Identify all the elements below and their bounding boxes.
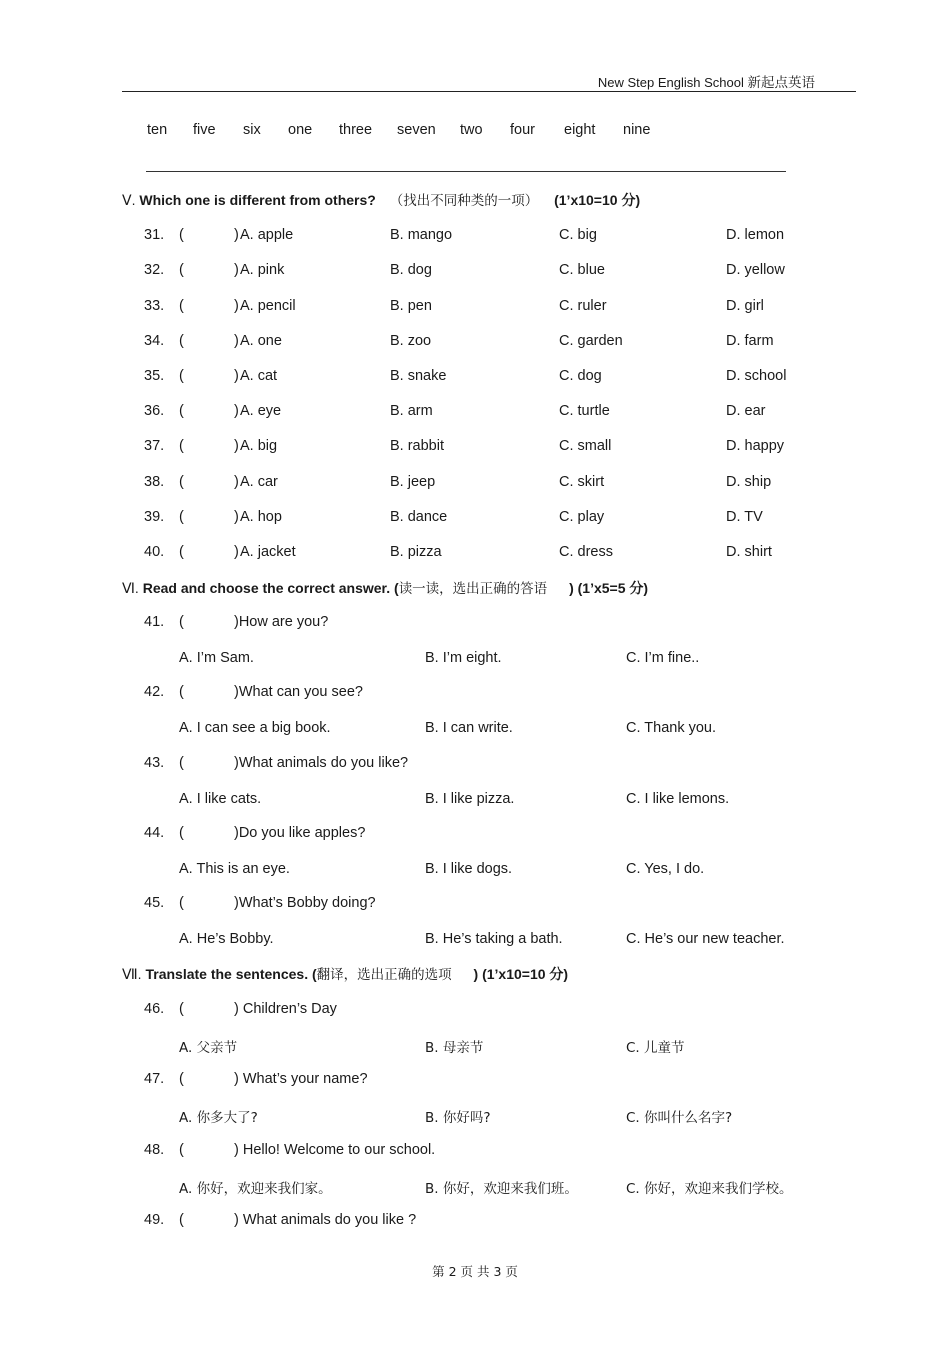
answer-paren: ( [179,614,184,630]
answer-paren: ( [179,755,184,771]
word-bank-item: two [460,122,483,138]
word-bank-item: nine [623,122,651,138]
option-d: D. happy [726,438,785,454]
answer-line [146,171,786,172]
question-number: 45. [144,895,165,911]
question-number: 42. [144,684,165,700]
options-row [0,720,950,740]
question-row [0,368,950,388]
answer-paren: ( [179,1071,184,1087]
answer-paren: ( [179,1142,184,1158]
option-a: A. big [240,438,278,454]
option-c: C. ruler [559,298,607,314]
question-number: 41. [144,614,165,630]
option-b: B. I like pizza. [425,791,515,807]
option-b: B. snake [390,368,447,384]
section-7-title [122,963,568,984]
answer-paren: ( [179,262,184,278]
question-stem: ) What animals do you like ? [234,1212,417,1228]
option-a: A. cat [240,368,278,384]
word-bank-item: six [243,122,261,138]
question-row [0,1071,950,1091]
answer-paren-close: ) [234,438,239,454]
options-row [0,650,950,670]
question-row [0,262,950,282]
option-b: B. I like dogs. [425,861,513,877]
question-row [0,755,950,775]
school-name-cn: 新起点英语 [747,75,815,91]
question-row [0,403,950,423]
option-c: C. 你好，欢迎来我们学校。 [626,1181,793,1197]
question-row [0,227,950,247]
question-stem: )What’s Bobby doing? [234,895,376,911]
option-a: A. I can see a big book. [179,720,331,736]
question-number: 32. [144,262,165,278]
option-b: B. pen [390,298,432,314]
option-c: C. play [559,509,605,525]
option-c: C. blue [559,262,605,278]
answer-paren-close: ) [234,262,239,278]
question-stem: ) Hello! Welcome to our school. [234,1142,436,1158]
question-row [0,544,950,564]
question-row [0,509,950,529]
question-row [0,684,950,704]
answer-paren-close: ) [234,544,239,560]
question-number: 34. [144,333,165,349]
word-bank-item: seven [397,122,436,138]
option-c: C. Thank you. [626,720,717,736]
answer-paren-close: ) [234,333,239,349]
question-number: 47. [144,1071,165,1087]
option-a: A. eye [240,403,282,419]
option-d: D. lemon [726,227,785,243]
section-title-cn: 读一读，选出正确的答语 [398,581,548,597]
answer-paren: ( [179,1001,184,1017]
section-title-en: Translate the sentences. ( [145,966,317,982]
option-a: A. hop [240,509,282,525]
option-b: B. dog [390,262,432,278]
question-row [0,298,950,318]
question-stem: ) What’s your name? [234,1071,368,1087]
option-b: B. 母亲节 [425,1040,484,1056]
question-number: 39. [144,509,165,525]
option-d: D. shirt [726,544,772,560]
options-row [0,1036,950,1056]
option-d: D. girl [726,298,764,314]
option-a: A. 你多大了? [179,1110,258,1126]
answer-paren: ( [179,544,184,560]
option-a: A. one [240,333,282,349]
options-row [0,791,950,811]
option-b: B. arm [390,403,433,419]
answer-paren: ( [179,368,184,384]
option-a: A. pink [240,262,285,278]
option-a: A. car [240,474,278,490]
question-row [0,474,950,494]
question-stem: )How are you? [234,614,329,630]
option-c: C. 你叫什么名字? [626,1110,733,1126]
question-number: 43. [144,755,165,771]
answer-paren: ( [179,684,184,700]
word-bank-item: three [339,122,373,138]
question-number: 33. [144,298,165,314]
answer-paren-close: ) [234,227,239,243]
options-row [0,1106,950,1126]
answer-paren: ( [179,825,184,841]
option-b: B. I can write. [425,720,513,736]
answer-paren-close: ) [234,403,239,419]
options-row [0,861,950,881]
answer-paren: ( [179,403,184,419]
question-row [0,1001,950,1021]
answer-paren-close: ) [234,298,239,314]
word-bank [0,122,950,142]
option-a: A. pencil [240,298,296,314]
option-b: B. pizza [390,544,442,560]
section-numeral: Ⅵ. [122,580,139,596]
question-number: 35. [144,368,165,384]
question-stem: )What animals do you like? [234,755,409,771]
question-number: 36. [144,403,165,419]
question-stem: )Do you like apples? [234,825,366,841]
section-numeral: Ⅴ. [122,192,136,208]
page-footer: 第 2 页 共 3 页 [432,1264,518,1279]
answer-paren-close: ) [234,368,239,384]
question-row [0,438,950,458]
section-6-title [122,577,648,598]
option-b: B. I’m eight. [425,650,502,666]
option-b: B. jeep [390,474,436,490]
answer-paren: ( [179,298,184,314]
question-row [0,1142,950,1162]
option-c: C. I like lemons. [626,791,730,807]
option-c: C. dog [559,368,602,384]
option-b: B. 你好，欢迎来我们班。 [425,1181,578,1197]
word-bank-item: four [510,122,535,138]
question-row [0,1212,950,1232]
option-a: A. jacket [240,544,296,560]
word-bank-item: five [193,122,216,138]
answer-paren: ( [179,333,184,349]
option-d: D. ear [726,403,766,419]
section-title-en: Which one is different from others? [139,192,376,208]
question-row [0,825,950,845]
section-title-en: Read and choose the correct answer. ( [142,580,399,596]
answer-paren: ( [179,1212,184,1228]
options-row [0,1177,950,1197]
answer-paren: ( [179,474,184,490]
option-c: C. 儿童节 [626,1040,685,1056]
question-number: 40. [144,544,165,560]
section-score: (1’x10=10 分) [554,192,641,208]
section-score: ) (1’x10=10 分) [473,966,569,982]
option-b: B. dance [390,509,448,525]
option-c: C. Yes, I do. [626,861,705,877]
option-a: A. 你好，欢迎来我们家。 [179,1181,332,1197]
option-b: B. rabbit [390,438,444,454]
option-a: A. I’m Sam. [179,650,254,666]
question-row [0,614,950,634]
options-row [0,931,950,951]
option-c: C. He’s our new teacher. [626,931,785,947]
question-row [0,333,950,353]
option-c: C. garden [559,333,623,349]
section-numeral: Ⅶ. [122,966,142,982]
option-a: A. 父亲节 [179,1040,238,1056]
question-number: 48. [144,1142,165,1158]
option-b: B. mango [390,227,453,243]
option-d: D. TV [726,509,763,525]
option-c: C. turtle [559,403,610,419]
option-d: D. yellow [726,262,785,278]
school-name: New Step English School [597,75,744,90]
question-number: 31. [144,227,165,243]
header-divider [122,91,856,92]
answer-paren-close: ) [234,509,239,525]
option-a: A. I like cats. [179,791,262,807]
option-c: C. small [559,438,612,454]
question-row [0,895,950,915]
option-c: C. skirt [559,474,605,490]
question-number: 38. [144,474,165,490]
section-5-title [122,189,640,210]
page-header [598,71,815,91]
answer-paren: ( [179,895,184,911]
option-a: A. apple [240,227,294,243]
question-stem: )What can you see? [234,684,363,700]
option-d: D. school [726,368,787,384]
word-bank-item: eight [564,122,596,138]
section-title-cn: （找出不同种类的一项） [389,193,539,209]
word-bank-item: ten [147,122,168,138]
option-b: B. He’s taking a bath. [425,931,563,947]
option-c: C. I’m fine.. [626,650,700,666]
section-title-cn: 翻译，选出正确的选项 [316,967,452,983]
question-stem: ) Children’s Day [234,1001,337,1017]
answer-paren: ( [179,509,184,525]
word-bank-item: one [288,122,313,138]
answer-paren: ( [179,227,184,243]
option-d: D. farm [726,333,774,349]
section-score: ) (1’x5=5 分) [569,580,649,596]
answer-paren: ( [179,438,184,454]
question-number: 44. [144,825,165,841]
option-b: B. 你好吗? [425,1110,491,1126]
option-a: A. This is an eye. [179,861,290,877]
option-c: C. big [559,227,597,243]
question-number: 49. [144,1212,165,1228]
question-number: 37. [144,438,165,454]
option-a: A. He’s Bobby. [179,931,274,947]
option-d: D. ship [726,474,772,490]
question-number: 46. [144,1001,165,1017]
option-c: C. dress [559,544,613,560]
answer-paren-close: ) [234,474,239,490]
option-b: B. zoo [390,333,432,349]
